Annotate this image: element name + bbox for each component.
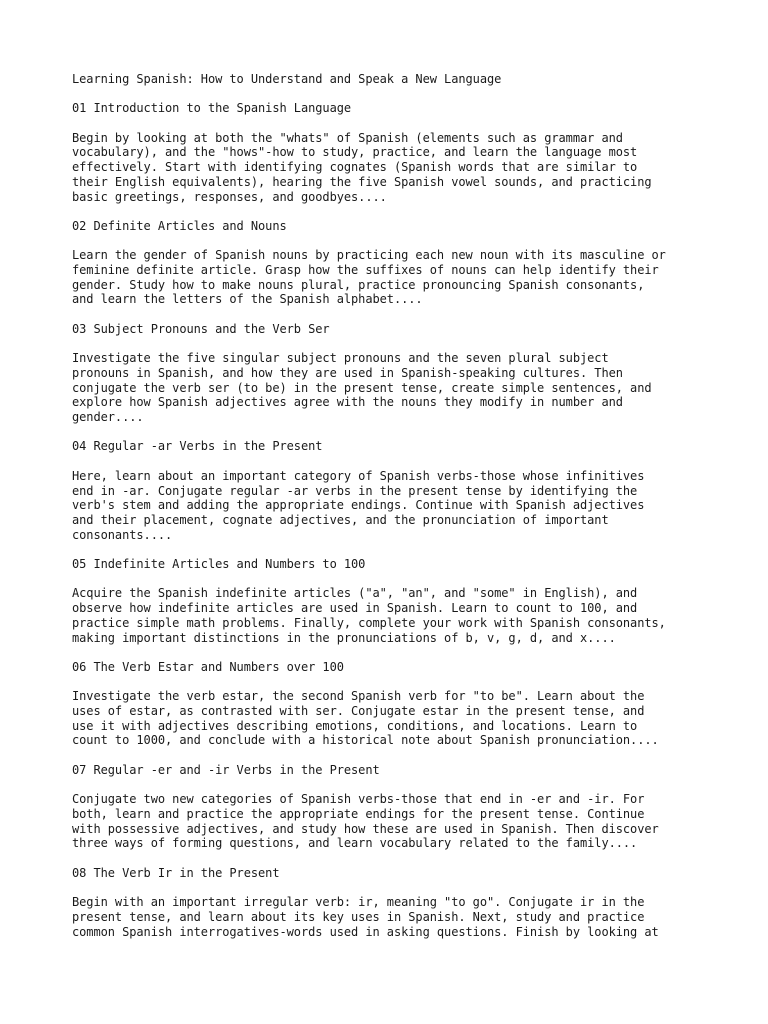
document-title: Learning Spanish: How to Understand and Speak a New Language [72,72,502,86]
spacer [72,87,722,102]
section-heading: 08 The Verb Ir in the Present [72,865,280,880]
section-heading: 01 Introduction to the Spanish Language [72,101,352,116]
spacer [72,748,722,763]
section-heading: 04 Regular -ar Verbs in the Present [72,439,323,454]
paragraph-line: use it with adjectives describing emotions, conditions, and locations. Learn to [72,718,638,733]
paragraph-line: verb's stem and adding the appropriate endings. Continue with Spanish adjectives [72,498,645,513]
paragraph-line: Investigate the verb estar, the second Spanish verb for "to be". Learn about the [72,689,645,704]
document-page [72,72,722,939]
paragraph-line: explore how Spanish adjectives agree with the nouns they modify in number and [72,395,623,410]
paragraph-line: Begin by looking at both the "whats" of Spanish (elements such as grammar and [72,130,623,145]
spacer [72,425,722,440]
paragraph-line: gender. Study how to make nouns plural, practice pronouncing Spanish consonants, [72,277,645,292]
paragraph-line: consonants.... [72,527,173,542]
section-heading: 02 Definite Articles and Nouns [72,218,287,233]
paragraph-line: Learn the gender of Spanish nouns by practicing each new noun with its masculine or [72,248,666,263]
paragraph-line: effectively. Start with identifying cognates (Spanish words that are similar to [72,160,638,175]
paragraph-line: and learn the letters of the Spanish alphabet.... [72,292,423,307]
spacer [72,572,722,587]
paragraph-line: Conjugate two new categories of Spanish verbs-those that end in -er and -ir. For [72,792,645,807]
section-heading: 03 Subject Pronouns and the Verb Ser [72,321,330,336]
paragraph-line: Begin with an important irregular verb: ir, meaning "to go". Conjugate ir in the [72,895,645,910]
paragraph-line: Acquire the Spanish indefinite articles ("a", "an", and "some" in English), and [72,586,638,601]
paragraph-line: Investigate the five singular subject pronouns and the seven plural subject [72,351,609,366]
paragraph-line: basic greetings, responses, and goodbyes.... [72,189,387,204]
spacer [72,542,722,557]
paragraph-line: Here, learn about an important category of Spanish verbs-those whose infinitives [72,468,645,483]
paragraph-line: and their placement, cognate adjectives, and the pronunciation of important [72,512,609,527]
paragraph-line: conjugate the verb ser (to be) in the present tense, create simple sentences, and [72,380,652,395]
spacer [72,880,722,895]
paragraph-line: their English equivalents), hearing the five Spanish vowel sounds, and practicing [72,174,652,189]
paragraph-line: vocabulary), and the "hows"-how to study, practice, and learn the language most [72,145,638,160]
paragraph-line: both, learn and practice the appropriate endings for the present tense. Continue [72,806,645,821]
paragraph-line: count to 1000, and conclude with a historical note about Spanish pronunciation.... [72,733,659,748]
spacer [72,116,722,131]
paragraph-line: common Spanish interrogatives-words used in asking questions. Finish by looking at [72,924,659,939]
spacer [72,645,722,660]
spacer [72,234,722,249]
paragraph-line: present tense, and learn about its key uses in Spanish. Next, study and practice [72,909,645,924]
section-heading: 07 Regular -er and -ir Verbs in the Present [72,762,380,777]
spacer [72,778,722,793]
spacer [72,337,722,352]
spacer [72,851,722,866]
spacer [72,454,722,469]
paragraph-line: gender.... [72,410,144,425]
spacer [72,675,722,690]
paragraph-line: practice simple math problems. Finally, complete your work with Spanish consonants, [72,615,666,630]
paragraph-line: three ways of forming questions, and learn vocabulary related to the family.... [72,836,638,851]
spacer [72,307,722,322]
paragraph-line: uses of estar, as contrasted with ser. Conjugate estar in the present tense, and [72,704,645,719]
paragraph-line: observe how indefinite articles are used in Spanish. Learn to count to 100, and [72,601,638,616]
section-heading: 06 The Verb Estar and Numbers over 100 [72,659,344,674]
spacer [72,204,722,219]
paragraph-line: feminine definite article. Grasp how the suffixes of nouns can help identify their [72,263,659,278]
paragraph-line: end in -ar. Conjugate regular -ar verbs in the present tense by identifying the [72,483,638,498]
paragraph-line: making important distinctions in the pronunciations of b, v, g, d, and x.... [72,630,616,645]
paragraph-line: with possessive adjectives, and study how these are used in Spanish. Then discover [72,821,659,836]
paragraph-line: pronouns in Spanish, and how they are used in Spanish-speaking cultures. Then [72,365,623,380]
section-heading: 05 Indefinite Articles and Numbers to 100 [72,557,366,572]
